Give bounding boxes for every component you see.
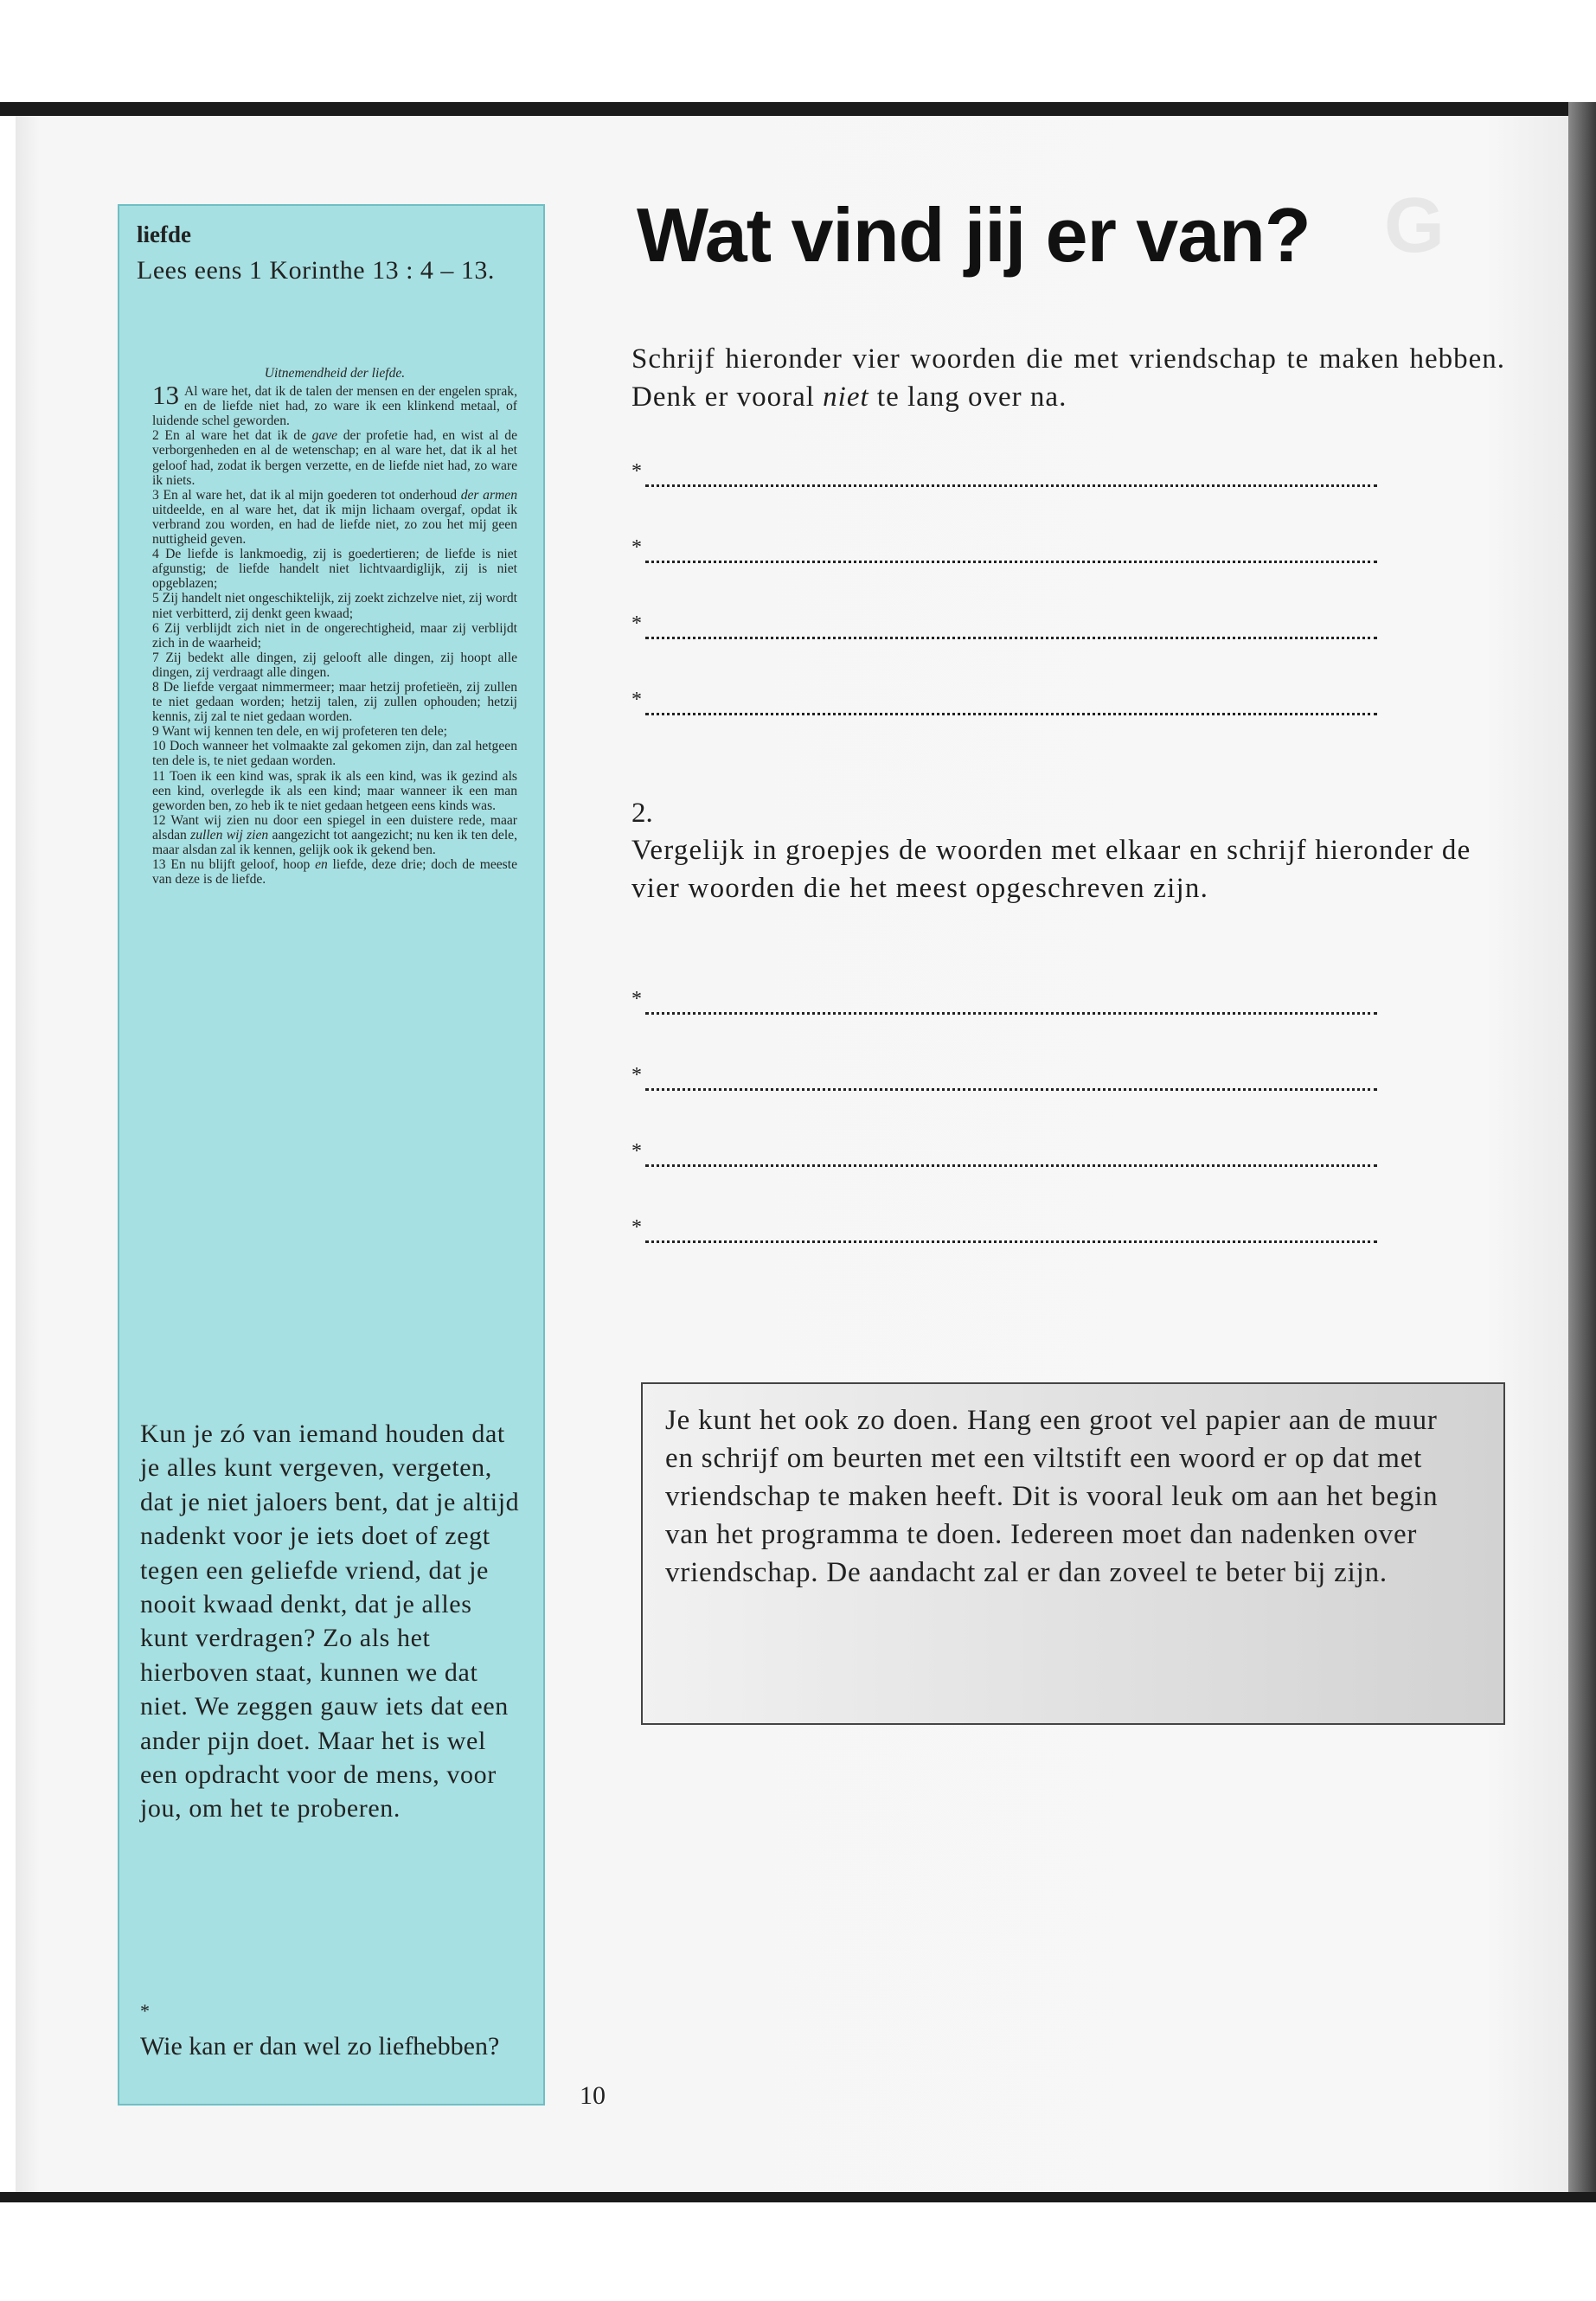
tip-text: Je kunt het ook zo doen. Hang een groot vel papier aan de muur en schrijf om beurten met een viltstift een woord er op dat met vriendschap te maken heeft. Dit is vooral leuk om aan het begin van het programma te doen. Iedereen moet dan nadenken over vriendschap. De aandacht zal er dan zoveel te beter bij zijn.	[665, 1405, 1439, 1588]
chapter-number: 13	[152, 380, 179, 411]
bible-verse-8: 8 De liefde vergaat nimmermeer; maar hetzij profetieën, zij zullen te niet gedaan worden; hetzij talen, zij zullen ophouden; hetzij kennis, zij zal te niet gedaan worden.	[152, 679, 517, 725]
exercise-2-instructions: Vergelijk in groepjes de woorden met elkaar en schrijf hieronder de vier woorden die het meest opgeschreven zijn.	[631, 835, 1471, 904]
bible-verse-2: 2 En al ware het dat ik de gave der profetie had, en wist al de verborgenheden en al de wetenschap; en al ware het, dat ik al het geloof had, zodat ik bergen verzette, en de liefde niet had, zo ware ik niets.	[152, 428, 517, 488]
bible-verse-6: 6 Zij verblijdt zich niet in de ongerechtigheid, maar zij verblijdt zich in de waarheid;	[152, 620, 517, 651]
scan-background-bottom	[0, 2202, 1596, 2301]
answer-line[interactable]: *	[631, 1140, 1377, 1171]
page-right-edge	[1568, 102, 1596, 2195]
scan-edge-top	[0, 102, 1596, 116]
bible-verse-13: 13 En nu blijft geloof, hoop en liefde, deze drie; doch de meeste van deze is de liefde.	[152, 857, 517, 888]
bible-verse-10: 10 Doch wanneer het volmaakte zal gekomen zijn, dan zal hetgeen ten dele is, te niet gedaan worden.	[152, 739, 517, 769]
tip-box	[641, 1382, 1505, 1725]
show-through-text: G	[1384, 183, 1445, 269]
bible-verse-5: 5 Zij handelt niet ongeschiktelijk, zij zoekt zichzelve niet, zij wordt niet verbitterd, zij denkt geen kwaad;	[152, 591, 517, 621]
bible-sidebar	[118, 204, 545, 2106]
exercise-1-instructions: Schrijf hieronder vier woorden die met vriendschap te maken hebben. Denk er vooral niet te lang over na.	[631, 343, 1505, 413]
bible-verse-3: 3 En al ware het, dat ik al mijn goederen tot onderhoud der armen uitdeelde, en al ware het, dat ik mijn lichaam overgaf, opdat ik verbrand zou worden, en had de liefde niet, zo zou het mij geen nuttigheid geven.	[152, 487, 517, 548]
page-title: Wat vind jij er van?	[637, 192, 1311, 278]
sidebar-question: Wie kan er dan wel zo liefhebben?	[140, 2032, 500, 2061]
bible-reference: Lees eens 1 Korinthe 13 : 4 – 13.	[137, 256, 495, 285]
bible-passage	[152, 366, 517, 887]
bible-verse-4: 4 De liefde is lankmoedig, zij is goedertieren; de liefde is niet afgunstig; de liefde handelt niet lichtvaardiglijk, zij is niet opgeblazen;	[152, 547, 517, 592]
step-number: 2.	[631, 798, 653, 829]
bible-verse-1: 13 Al ware het, dat ik de talen der mensen en der engelen sprak, en de liefde niet had, zo ware ik een klinkend metaal, of luidende schel geworden.	[152, 380, 517, 429]
sidebar-star: *	[140, 2000, 150, 2022]
scan-edge-bottom	[0, 2192, 1596, 2202]
answer-line[interactable]: *	[631, 689, 1377, 720]
bible-verse-9: 9 Want wij kennen ten dele, en wij profeteren ten dele;	[152, 724, 447, 740]
answer-line[interactable]: *	[631, 536, 1377, 567]
answer-line[interactable]: *	[631, 1064, 1377, 1095]
page-number: 10	[580, 2081, 606, 2110]
bible-verse-12: 12 Want wij zien nu door een spiegel in een duistere rede, maar alsdan zullen wij zien aangezicht tot aangezicht; nu ken ik ten dele, maar alsdan zal ik kennen, gelijk ook ik gekend ben.	[152, 812, 517, 857]
answer-line[interactable]: *	[631, 988, 1377, 1019]
answer-line[interactable]: *	[631, 460, 1377, 491]
scan-background-top	[0, 0, 1596, 102]
bible-verse-11: 11 Toen ik een kind was, sprak ik als een kind, was ik gezind als een kind, overlegde ik als een kind; maar wanneer ik een man geworden ben, zo heb ik te niet gedaan hetgeen eens kinds was.	[152, 768, 517, 813]
answer-line[interactable]: *	[631, 1216, 1377, 1247]
bible-passage-title: Uitnemendheid der liefde.	[264, 366, 406, 381]
reflection-text: Kun je zó van iemand houden dat je alles kunt vergeven, vergeten, dat je niet jaloers bent, dat je altijd nadenkt voor je iets doet of zegt tegen een geliefde vriend, dat je nooit kwaad denkt, dat je alles kunt verdragen? Zo als het hierboven staat, kunnen we dat niet. We zeggen gauw iets dat een ander pijn doet. Maar het is wel een opdracht voor de mens, voor jou, om het te proberen.	[140, 1420, 520, 1823]
answer-line[interactable]: *	[631, 612, 1377, 644]
bible-verse-7: 7 Zij bedekt alle dingen, zij gelooft alle dingen, zij hoopt alle dingen, zij verdraagt alle dingen.	[152, 650, 517, 680]
sidebar-heading: liefde	[137, 221, 191, 247]
